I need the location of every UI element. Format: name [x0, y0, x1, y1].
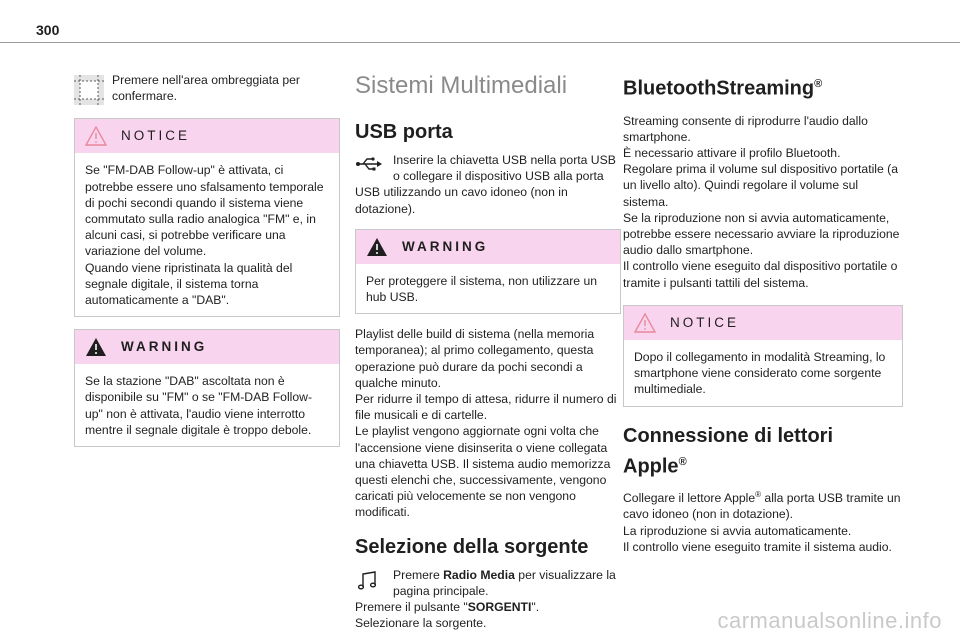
sorgenti-label: SORGENTI: [467, 600, 532, 615]
warning-box-dab: [74, 329, 340, 447]
notice-header: [624, 306, 902, 340]
bt-paragraph: Regolare prima il volume sul dispositivo portatile (a un livello alto). Quindi regolare il volume sul sistema.: [623, 162, 899, 209]
warning-paragraph: Per proteggere il sistema, non utilizzare un hub USB.: [366, 273, 598, 305]
source-text-pre: Premere: [393, 567, 444, 582]
column-left: [74, 72, 340, 447]
sorgenti-instruction: [355, 599, 621, 615]
warning-box-usb-hub: [355, 229, 621, 314]
bluetooth-streaming-heading: [623, 72, 903, 101]
column-middle: [355, 72, 621, 631]
playlist-paragraph: Le playlist vengono aggiornate ogni volta che l'accensione viene disinserita o viene collegata una chiavetta USB. Il sistema audio memorizza questi elenchi che, successivamente, vengono caricati più velocemente se non vengono modificati.: [355, 424, 611, 520]
apple-reg-mark: ®: [678, 455, 687, 468]
music-note-icon: [357, 570, 379, 592]
bt-paragraph: È necessario attivare il profilo Bluetooth.: [623, 146, 841, 161]
apple-paragraph: La riproduzione si avvia automaticamente.: [623, 523, 852, 538]
watermark: carmanualsonline.info: [717, 608, 942, 633]
source-text: [355, 567, 621, 599]
apple-paragraph: Il controllo viene eseguito tramite il sistema audio.: [623, 539, 892, 554]
page-number: 300: [36, 22, 60, 38]
notice-paragraph: Quando viene ripristinata la qualità del segnale digitale, il sistema torna automaticamente a "DAB".: [85, 260, 293, 308]
sorgenti-post: ".: [531, 600, 540, 615]
usb-port-heading: USB porta: [355, 121, 453, 143]
notice-paragraph: Dopo il collegamento in modalità Streaming, lo smartphone viene considerato come sorgente multimediale.: [634, 349, 886, 397]
shaded-area-icon: [74, 75, 104, 105]
warning-header: [356, 230, 620, 264]
warning-triangle-icon: [85, 337, 107, 357]
bt-paragraph: Se la riproduzione non si avvia automaticamente, potrebbe essere necessario avviare la riproduzione audio dallo smartphone.: [623, 210, 900, 258]
bt-title-text: BluetoothStreaming: [623, 77, 815, 100]
warning-paragraph: Se la stazione "DAB" ascoltata non è disponibile su "FM" o se "FM-DAB Follow-up" non è attivata, l'audio viene interrotto mentre il segnale digitale è troppo debole.: [85, 374, 312, 437]
notice-paragraph: Se "FM-DAB Follow-up" è attivata, ci potrebbe essere uno sfalsamento temporale di pochi secondi quando il sistema viene commutato sulla radio analogica "FM" e, in alcuni casi, si potrebbe verificare una variazione del volume.: [85, 163, 324, 259]
usb-text-b: USB utilizzando un cavo idoneo (non in dotazione).: [355, 185, 568, 216]
apple-title-b: Apple: [623, 455, 679, 478]
usb-icon: [355, 156, 383, 172]
notice-label: NOTICE: [670, 314, 740, 330]
sorgenti-pre: Premere il pulsante ": [355, 600, 468, 615]
source-instruction: [355, 567, 621, 599]
apple-intro-a: Collegare il lettore Apple: [623, 491, 756, 506]
bt-paragraph: Streaming consente di riprodurre l'audio dallo smartphone.: [623, 113, 868, 144]
warning-triangle-icon: [366, 237, 388, 257]
notice-body: [624, 340, 902, 406]
column-right: [623, 72, 903, 555]
apple-intro-reg: ®: [755, 490, 762, 500]
apple-intro: [623, 487, 903, 522]
source-text-post: per visualizzare la pagina principale.: [393, 567, 616, 598]
usb-instruction: [355, 152, 621, 217]
bt-reg-mark: ®: [814, 78, 823, 90]
playlist-paragraph: Playlist delle build di sistema (nella memoria temporanea); al primo collegamento, questa operazione può durare da pochi secondi a qualche minuto.: [355, 327, 595, 390]
apple-intro-b: alla porta USB tramite un cavo idoneo (non in dotazione).: [623, 491, 901, 522]
confirm-instruction: [74, 72, 340, 104]
notice-box-streaming: [623, 305, 903, 407]
warning-body: [356, 264, 620, 313]
radio-media-label: Radio Media: [443, 567, 515, 582]
source-selection-heading: Selezione della sorgente: [355, 535, 589, 558]
notice-header: [75, 119, 339, 153]
playlist-paragraph: Per ridurre il tempo di attesa, ridurre il numero di file musicali e di cartelle.: [355, 392, 617, 423]
warning-label: WARNING: [402, 238, 489, 254]
notice-body: [75, 153, 339, 316]
header-divider: [0, 42, 960, 43]
notice-box-fm-dab: [74, 118, 340, 317]
usb-text-a: Inserire la chiavetta USB nella porta USB o collegare il dispositivo USB alla porta: [393, 153, 616, 184]
warning-header: [75, 330, 339, 364]
notice-triangle-icon: [85, 126, 107, 146]
warning-label: WARNING: [121, 339, 208, 355]
bt-paragraph: Il controllo viene eseguito dal dispositivo portatile o tramite i pulsanti tattili del sistema.: [623, 259, 898, 290]
section-title: Sistemi Multimediali: [355, 72, 568, 99]
select-source-text: Selezionare la sorgente.: [355, 616, 487, 631]
apple-title-a: Connessione di lettori: [623, 424, 834, 447]
notice-triangle-icon: [634, 313, 656, 333]
notice-label: NOTICE: [121, 128, 191, 144]
warning-body: [75, 364, 339, 446]
apple-players-heading: [623, 423, 903, 480]
confirm-text: Premere nell'area ombreggiata per confermare.: [112, 73, 300, 104]
